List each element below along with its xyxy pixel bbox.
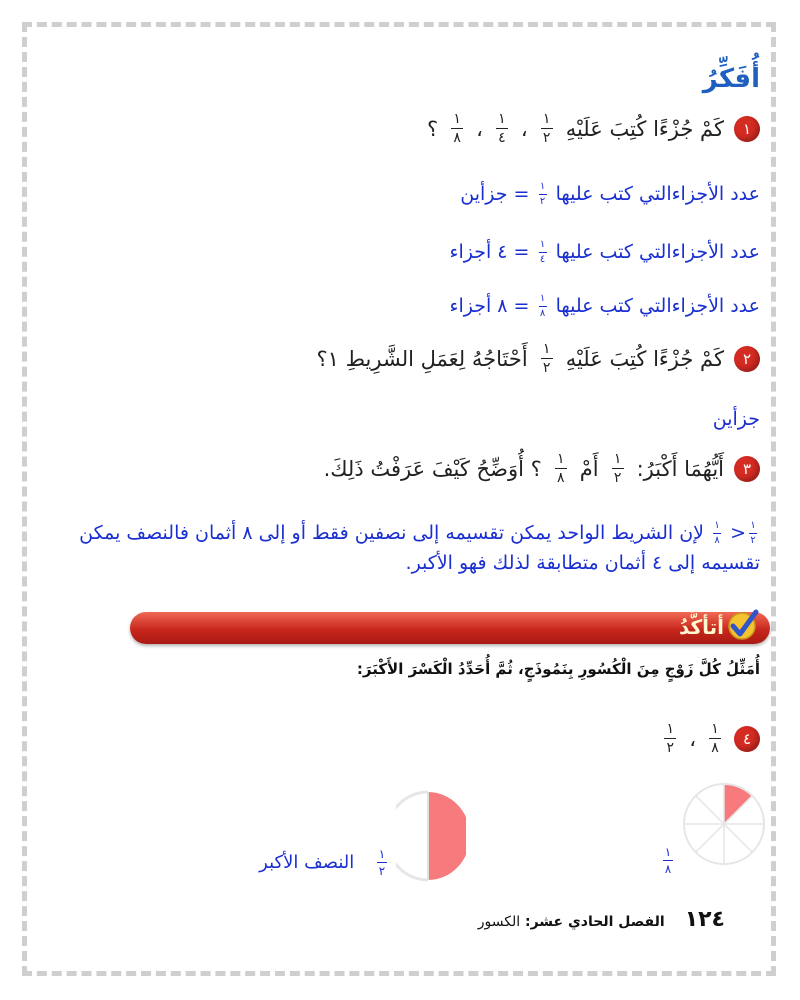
answer-line-2: عدد الأجزاءالتي كتب عليها $\frac{١}{٤}$ = ٤ أجزاء [449, 239, 760, 265]
fraction-quarter: $\frac{١}{٤}$ [539, 239, 546, 265]
eighth-label: $\frac{١}{٨}$ [664, 845, 672, 876]
fraction-half: $\frac{١}{٢}$ [664, 722, 676, 755]
fraction-eighth: $\frac{١}{٨}$ [555, 452, 567, 485]
check-banner [130, 612, 770, 644]
fraction-half: $\frac{١}{٢}$ [541, 342, 553, 375]
answer-text-line-1: لإن الشريط الواحد يمكن تقسيمه إلى نصفين فقط أو إلى ٨ أثمان فالنصف يمكن [79, 522, 704, 544]
question-text: كَمْ جُزْءًا كُتِبَ عَلَيْهِ [565, 116, 724, 141]
question-2 [317, 342, 760, 375]
separator: ، [476, 116, 483, 141]
fraction-half: $\frac{١}{٢}$ [750, 520, 756, 546]
separator: ، [689, 726, 696, 751]
question-text: أَمْ [579, 456, 599, 481]
comparison-sign: < [730, 522, 746, 544]
fraction-half: $\frac{١}{٢}$ [612, 452, 624, 485]
answer-text-line-2: تقسيمه إلى ٤ أثمان متطابقة لذلك فهو الأكبر. [405, 552, 760, 574]
question-1 [427, 112, 760, 145]
answer-line-1: عدد الأجزاءالتي كتب عليها $\frac{١}{٢}$ = جزأين [460, 181, 760, 207]
fraction-eighth: $\frac{١}{٨}$ [451, 112, 463, 145]
question-number-badge: ٣ [734, 456, 760, 482]
fraction-half: $\frac{١}{٢}$ [539, 181, 546, 207]
eighths-circle-model [682, 782, 766, 866]
fraction-eighth: $\frac{١}{٨}$ [709, 722, 721, 755]
chapter-label: الفصل الحادي عشر: الكسور [477, 914, 665, 930]
question-text: كَمْ جُزْءًا كُتِبَ عَلَيْهِ [565, 346, 724, 371]
fraction-quarter: $\frac{١}{٤}$ [496, 112, 508, 145]
separator: ، [520, 116, 528, 141]
fraction-half: $\frac{١}{٢}$ [378, 847, 386, 878]
page-footer [478, 907, 725, 932]
question-text: أَيُّهُمَا أَكْبَرُ: [636, 456, 724, 481]
instruction-text: أُمَثِّلُ كُلَّ زَوْجٍ مِنَ الْكُسُورِ بِنَمُوذَجٍ، ثُمَّ أُحَدِّدُ الْكَسْرَ الأَكْبَرَ: [356, 660, 760, 678]
question-number-badge: ٤ [734, 726, 760, 752]
fraction-half: $\frac{١}{٢}$ [541, 112, 553, 145]
result-answer [259, 848, 390, 877]
question-4 [661, 722, 760, 755]
section-heading: أُفَكِّرُ [702, 64, 760, 94]
banner-title: أتأكَّدُ [678, 615, 724, 639]
question-2-answer: جزأين [712, 408, 760, 430]
question-3-answer [30, 518, 760, 578]
question-3 [324, 452, 760, 485]
page-number: ١٢٤ [684, 907, 725, 932]
half-circle-model [396, 788, 466, 884]
fraction-eighth: $\frac{١}{٨}$ [539, 293, 546, 319]
question-number-badge: ٢ [734, 346, 760, 372]
checkmark-icon [726, 608, 760, 642]
result-label: النصف الأكبر [259, 851, 355, 873]
question-number-badge: ١ [734, 116, 760, 142]
question-text: أَحْتَاجُهُ لِعَمَلِ الشَّرِيطِ ١؟ [316, 346, 528, 371]
answer-line-3: عدد الأجزاءالتي كتب عليها $\frac{١}{٨}$ = ٨ أجزاء [449, 293, 760, 319]
fraction-eighth: $\frac{١}{٨}$ [714, 520, 720, 546]
question-text: ؟ أُوَضِّحُ كَيْفَ عَرَفْتُ ذَلِكَ. [323, 456, 542, 481]
question-mark: ؟ [426, 116, 439, 141]
